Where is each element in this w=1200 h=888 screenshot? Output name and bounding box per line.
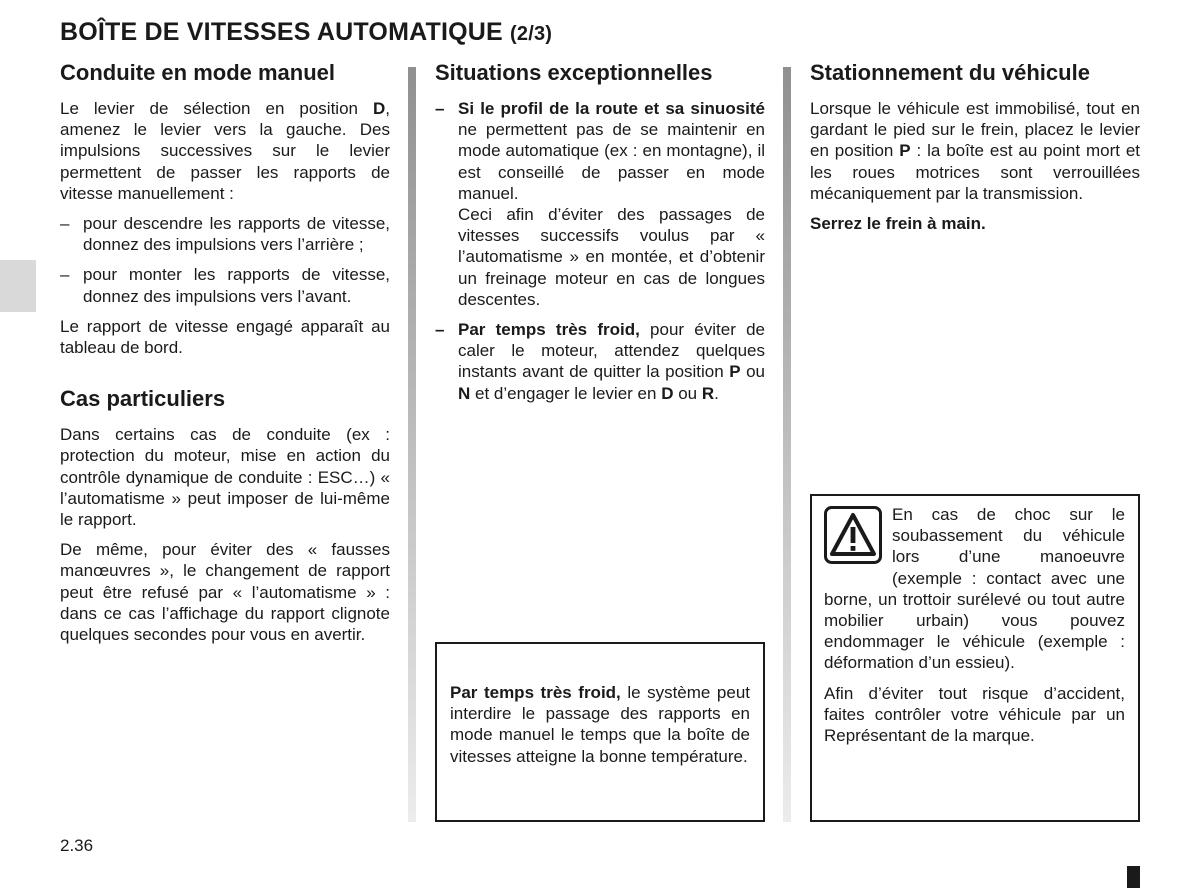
column-divider-right [783, 67, 791, 822]
cold-weather-note: Par temps très froid, le système peut interdire le passage des rapports en mode manuel le temps que la boîte de vitesses atteigne la bonne température. [450, 683, 751, 766]
page-title-suffix: (2/3) [510, 23, 553, 45]
heading-manual-mode: Conduite en mode manuel [60, 60, 336, 85]
exceptional-list [435, 98, 765, 404]
handbrake-instruction: Serrez le frein à main. [810, 214, 986, 234]
heading-parking: Stationnement du véhicule [810, 60, 1090, 85]
warning-text: En cas de choc sur le soubassement du véhicule lors d’une manoeuvre (exemple : contact avec une borne, un trottoir surélevé ou tout autre mobilier urbain) vous pouvez endommager le véhicule (exemple : déformation d’un essieu). [824, 505, 1125, 673]
paragraph-special-cases: Dans certains cas de conduite (ex : protection du moteur, mise en action du contrôle dynamique de conduite : ESC…) « l’automatisme » peut imposer de lui-même le rapport. [60, 425, 390, 530]
column-exceptional-situations [435, 58, 765, 413]
paragraph-false-maneuvers: De même, pour éviter des « fausses manœuvres », le changement de rapport peut être refusé par « l’automatisme » : dans ce cas l’affichage du rapport clignote quelques secondes pour vous en avertir. [60, 540, 390, 645]
column-parking [810, 58, 1140, 243]
paragraph-parking: Lorsque le véhicule est immobilisé, tout en gardant le pied sur le frein, placez le levier en position P : la boîte est au point mort et les roues motrices sont verrouillées mécaniquement par la transmission. [810, 99, 1141, 203]
page-title [60, 18, 552, 47]
page-number: 2.36 [60, 836, 94, 855]
page-title-main: BOÎTE DE VITESSES AUTOMATIQUE [60, 18, 503, 46]
column-manual-mode [60, 58, 390, 654]
warning-advice: Afin d’éviter tout risque d’accident, faites contrôler votre véhicule par un Représentant de la marque. [824, 683, 1125, 746]
cold-weather-note-box [435, 642, 765, 822]
column-divider-left [408, 67, 416, 822]
list-item: – pour monter les rapports de vitesse, donnez des impulsions vers l’avant. [60, 265, 390, 306]
chapter-tab [0, 260, 36, 312]
paragraph-gear-display: Le rapport de vitesse engagé apparaît au tableau de bord. [60, 316, 390, 358]
list-item: – pour descendre les rapports de vitesse, donnez des impulsions vers l’arrière ; [60, 214, 390, 255]
list-item: – Si le profil de la route et sa sinuosité ne permettent pas de se maintenir en mode automatique (ex : en montagne), il est conseillé de passer en mode manuel. Ceci afin d’éviter des passages de vitesses successifs voulus par « l’automatisme » en montée, et d’obtenir un freinage moteur en cas de longues descentes. [435, 99, 765, 309]
page-end-marker [1127, 866, 1140, 888]
list-item: – Par temps très froid, pour éviter de caler le moteur, attendez quelques instants avant de quitter la position P ou N et d’engager le levier en D ou R. [435, 320, 765, 403]
manual-mode-list [60, 213, 390, 307]
warning-box [810, 494, 1140, 822]
heading-exceptional-situations: Situations exceptionnelles [435, 60, 713, 85]
paragraph-manual-intro: Le levier de sélection en position D, amenez le levier vers la gauche. Des impulsions successives sur le levier permettent de passer les rapports de vitesse manuellement : [60, 99, 390, 203]
heading-special-cases: Cas particuliers [60, 386, 226, 412]
warning-triangle-icon [824, 506, 882, 564]
